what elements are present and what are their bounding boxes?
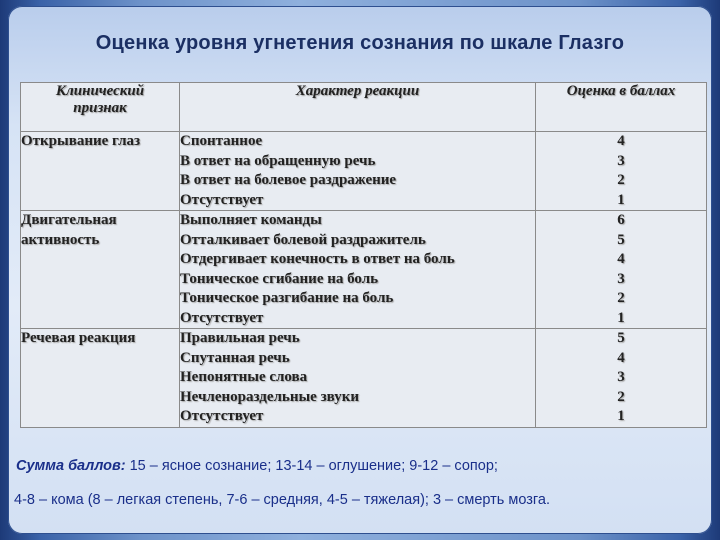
glasgow-table <box>20 82 707 428</box>
score-list <box>536 132 707 211</box>
reaction-item: Выполняет команды <box>180 212 322 228</box>
sign-eye-opening: Открывание глаз <box>21 132 180 211</box>
score-value: 4 <box>617 251 625 267</box>
score-value: 3 <box>617 369 625 385</box>
header-reaction: Характер реакции <box>180 83 536 132</box>
summary-text-1: 15 – ясное сознание; 13-14 – оглушение; 9-12 – сопор; <box>125 458 498 474</box>
reaction-item: Непонятные слова <box>180 369 308 385</box>
reaction-list <box>180 211 536 329</box>
score-value: 2 <box>617 172 625 188</box>
reaction-item: В ответ на обращенную речь <box>180 152 376 169</box>
summary-label: Сумма баллов: <box>16 458 126 474</box>
table-row <box>21 132 707 211</box>
score-value: 5 <box>617 330 625 346</box>
reaction-item: Отсутствует <box>180 309 264 326</box>
sign-verbal-response: Речевая реакция <box>21 329 180 428</box>
sign-motor-activity: Двигательная активность <box>21 211 180 329</box>
reaction-item: Правильная речь <box>180 330 300 346</box>
header-score: Оценка в баллах <box>536 83 707 132</box>
score-value: 3 <box>617 152 625 169</box>
table-row <box>21 211 707 329</box>
reaction-item: Спонтанное <box>180 133 263 149</box>
score-value: 6 <box>617 212 625 228</box>
reaction-item: Отсутствует <box>180 408 264 424</box>
reaction-item: Тоническое разгибание на боль <box>180 290 394 306</box>
score-value: 3 <box>617 270 625 287</box>
slide-title: Оценка уровня угнетения сознания по шкале Глазго <box>95 32 625 54</box>
header-clinical-sign: Клинический признак <box>21 83 180 132</box>
reaction-item: Нечленораздельные звуки <box>180 388 359 405</box>
reaction-item: Тоническое сгибание на боль <box>180 270 379 287</box>
score-list <box>536 211 707 329</box>
reaction-item: Отдергивает конечность в ответ на боль <box>180 251 455 267</box>
reaction-item: Отталкивает болевой раздражитель <box>180 231 426 248</box>
slide <box>8 6 712 534</box>
score-value: 1 <box>617 408 625 424</box>
score-value: 2 <box>617 388 625 405</box>
reaction-item: Отсутствует <box>180 191 264 208</box>
summary-line-1 <box>16 458 720 474</box>
score-value: 2 <box>617 290 625 306</box>
score-value: 1 <box>617 309 625 326</box>
table-header-row <box>21 83 707 132</box>
reaction-list <box>180 132 536 211</box>
summary-line-2: 4-8 – кома (8 – легкая степень, 7-6 – средняя, 4-5 – тяжелая); 3 – смерть мозга. <box>14 492 550 508</box>
score-value: 4 <box>617 349 625 366</box>
score-value: 5 <box>617 231 625 248</box>
reaction-item: Спутанная речь <box>180 349 290 366</box>
reaction-item: В ответ на болевое раздражение <box>180 172 397 188</box>
score-value: 1 <box>617 191 625 208</box>
reaction-list <box>180 329 536 428</box>
score-value: 4 <box>617 133 625 149</box>
score-list <box>536 329 707 428</box>
table-row <box>21 329 707 428</box>
